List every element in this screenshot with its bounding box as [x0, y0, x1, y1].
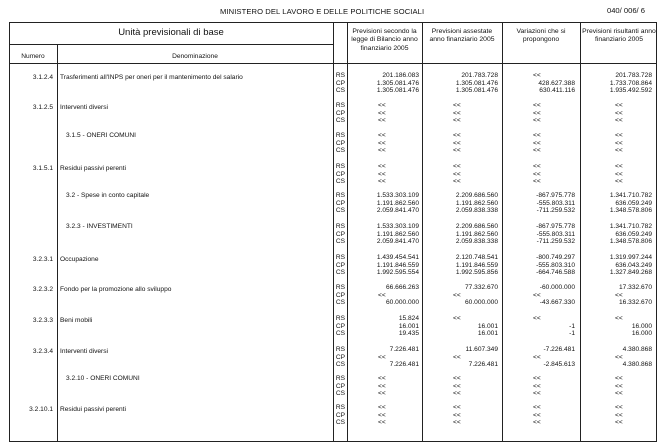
row-code: CS: [335, 238, 346, 245]
header-numero: Numero: [21, 53, 45, 60]
row-denominazione: Occupazione: [60, 256, 99, 263]
row-code: CP: [335, 291, 346, 299]
header-col1: Previsioni secondo la legge di Bilancio anno finanziario 2005: [351, 28, 418, 52]
page-number: 040/ 006/ 6: [606, 6, 645, 15]
row-code: CS: [335, 178, 346, 185]
amount-cell: <<: [378, 291, 386, 299]
amount-cell: 1.191.862.560: [376, 230, 419, 238]
amount-cell: <<: [453, 163, 461, 170]
amount-cell: 201.186.083: [382, 72, 419, 79]
amount-cell: -1: [569, 330, 575, 337]
row-code: CS: [335, 419, 346, 426]
amount-cell: <<: [378, 404, 386, 411]
amount-cell: <<: [615, 102, 623, 109]
amount-cell: <<: [533, 353, 541, 361]
amount-cell: 1.305.081.476: [376, 79, 419, 87]
amount-cell: 1.305.081.476: [455, 87, 498, 94]
amount-cell: 636.059.249: [615, 199, 652, 207]
amount-cell: -555.803.311: [536, 199, 575, 207]
amount-cell: 1.348.578.806: [609, 207, 652, 214]
amount-cell: <<: [378, 139, 386, 147]
row-number: 3.2.3.2: [32, 286, 53, 293]
row-code: CP: [335, 79, 346, 87]
row-code: RS: [335, 254, 346, 261]
amount-cell: <<: [378, 117, 386, 124]
row-number: 3.1.5.1: [32, 165, 53, 172]
amount-cell: -867.975.778: [536, 192, 575, 199]
row-denominazione: Trasferimenti all'INPS per oneri per il mantenimento del salario: [60, 74, 243, 81]
row-number: 3.1.2.5: [32, 104, 53, 111]
amount-cell: 77.332.670: [464, 284, 498, 291]
amount-cell: <<: [533, 315, 541, 322]
row-number: 3.2.10.1: [29, 406, 53, 413]
amount-cell: 15.824: [398, 315, 419, 322]
amount-cell: <<: [378, 382, 386, 390]
amount-cell: 19.435: [398, 330, 419, 337]
amount-cell: 2.059.838.338: [455, 207, 498, 214]
amount-cell: <<: [378, 375, 386, 382]
amount-cell: 1.341.710.782: [609, 192, 652, 199]
row-code: RS: [335, 346, 346, 353]
amount-cell: <<: [453, 170, 461, 178]
amount-cell: <<: [615, 109, 623, 117]
amount-cell: 16.332.670: [618, 299, 652, 306]
row-code: CP: [335, 353, 346, 361]
amount-cell: 7.226.481: [468, 361, 498, 368]
header-denominazione: Denominazione: [172, 53, 218, 60]
amount-cell: <<: [453, 291, 461, 299]
row-denominazione: Interventi diversi: [60, 104, 109, 111]
header-bottom: [9, 63, 657, 64]
amount-cell: <<: [453, 109, 461, 117]
row-code: CP: [335, 261, 346, 269]
amount-cell: <<: [533, 419, 541, 426]
header-divider: [9, 44, 333, 45]
amount-cell: 630.411.116: [539, 87, 575, 94]
amount-cell: 1.191.862.560: [376, 199, 419, 207]
amount-cell: 1.191.846.559: [376, 261, 419, 269]
amount-cell: 17.332.670: [618, 284, 652, 291]
amount-cell: <<: [453, 390, 461, 397]
amount-cell: -7.226.481: [543, 346, 575, 353]
amount-cell: -1: [569, 322, 575, 330]
row-code: CP: [335, 199, 346, 207]
amount-cell: <<: [615, 375, 623, 382]
row-code: RS: [335, 375, 346, 382]
amount-cell: 66.666.263: [385, 284, 419, 291]
row-code: CS: [335, 207, 346, 214]
header-col3: Variazioni che si propongono: [516, 28, 566, 44]
amount-cell: <<: [533, 147, 541, 154]
amount-cell: 11.607.349: [465, 346, 498, 353]
amount-cell: -2.845.613: [543, 361, 575, 368]
amount-cell: 4.380.868: [622, 346, 652, 353]
amount-cell: <<: [615, 404, 623, 411]
amount-cell: <<: [533, 170, 541, 178]
amount-cell: <<: [533, 178, 541, 185]
amount-cell: <<: [533, 109, 541, 117]
amount-cell: <<: [533, 102, 541, 109]
amount-cell: 2.059.841.470: [376, 207, 419, 214]
amount-cell: <<: [453, 139, 461, 147]
amount-cell: 2.209.686.560: [455, 223, 498, 230]
row-code: CP: [335, 382, 346, 390]
row-denominazione: Beni mobili: [60, 317, 93, 324]
amount-cell: <<: [533, 404, 541, 411]
row-code: CS: [335, 147, 346, 154]
amount-cell: <<: [615, 170, 623, 178]
row-code: CP: [335, 230, 346, 238]
amount-cell: 2.209.686.560: [455, 192, 498, 199]
amount-cell: <<: [615, 390, 623, 397]
row-code: CS: [335, 87, 346, 94]
amount-cell: <<: [533, 163, 541, 170]
amount-cell: 1.191.862.560: [455, 199, 498, 207]
row-code: RS: [335, 315, 346, 322]
row-code: RS: [335, 223, 346, 230]
amount-cell: 7.226.481: [389, 361, 419, 368]
amount-cell: <<: [453, 102, 461, 109]
amount-cell: 636.059.249: [615, 230, 652, 238]
amount-cell: 2.059.838.338: [455, 238, 498, 245]
page-title: MINISTERO DEL LAVORO E DELLE POLITICHE SOCIALI: [220, 7, 425, 16]
amount-cell: <<: [453, 178, 461, 185]
row-number: 3.2.3.1: [32, 256, 53, 263]
row-code: CP: [335, 170, 346, 178]
amount-cell: <<: [378, 411, 386, 419]
row-code: CS: [335, 390, 346, 397]
row-number: 3.2.3.3: [32, 317, 53, 324]
amount-cell: 1.533.303.109: [376, 192, 419, 199]
row-code: CS: [335, 361, 346, 368]
amount-cell: <<: [615, 382, 623, 390]
amount-cell: <<: [378, 390, 386, 397]
row-code: CS: [335, 299, 346, 306]
row-code: CP: [335, 139, 346, 147]
row-code: RS: [335, 404, 346, 411]
amount-cell: <<: [615, 291, 623, 299]
amount-cell: <<: [533, 382, 541, 390]
row-code: RS: [335, 192, 346, 199]
amount-cell: <<: [453, 411, 461, 419]
amount-cell: 2.059.841.470: [376, 238, 419, 245]
amount-cell: 2.120.748.541: [455, 254, 498, 261]
amount-cell: -800.749.297: [536, 254, 575, 261]
amount-cell: 1.348.578.806: [609, 238, 652, 245]
amount-cell: <<: [615, 132, 623, 139]
amount-cell: 636.043.249: [615, 261, 652, 269]
amount-cell: <<: [453, 132, 461, 139]
amount-cell: <<: [453, 382, 461, 390]
header-col4: Previsioni risultanti anno finanziario 2005: [582, 28, 656, 44]
amount-cell: 1.992.595.856: [455, 269, 498, 276]
amount-cell: <<: [615, 147, 623, 154]
amount-cell: <<: [378, 163, 386, 170]
amount-cell: <<: [378, 178, 386, 185]
amount-cell: <<: [615, 353, 623, 361]
row-code: CS: [335, 269, 346, 276]
amount-cell: <<: [378, 419, 386, 426]
row-code: CP: [335, 411, 346, 419]
row-code: CP: [335, 109, 346, 117]
amount-cell: <<: [453, 353, 461, 361]
amount-cell: 1.439.454.541: [376, 254, 419, 261]
amount-cell: <<: [615, 117, 623, 124]
row-code: RS: [335, 163, 346, 170]
amount-cell: <<: [615, 178, 623, 185]
amount-cell: 1.191.862.560: [455, 230, 498, 238]
amount-cell: <<: [378, 353, 386, 361]
amount-cell: 1.191.846.559: [455, 261, 498, 269]
row-denominazione: Fondo per la promozione allo sviluppo: [60, 286, 172, 293]
row-code: CP: [335, 322, 346, 330]
amount-cell: -60.000.000: [539, 284, 575, 291]
amount-cell: 16.000: [631, 330, 652, 337]
amount-cell: 201.783.728: [461, 72, 498, 79]
amount-cell: 16.001: [398, 322, 419, 330]
amount-cell: -555.803.311: [536, 230, 575, 238]
amount-cell: -867.975.778: [536, 223, 575, 230]
amount-cell: <<: [533, 117, 541, 124]
row-denominazione: Interventi diversi: [60, 348, 109, 355]
amount-cell: 1.305.081.476: [455, 79, 498, 87]
amount-cell: <<: [533, 72, 541, 79]
amount-cell: <<: [615, 419, 623, 426]
amount-cell: <<: [453, 404, 461, 411]
row-code: CS: [335, 117, 346, 124]
section-heading: 3.2 - Spese in conto capitale: [66, 192, 150, 199]
amount-cell: <<: [533, 411, 541, 419]
amount-cell: 16.001: [477, 330, 498, 337]
row-code: RS: [335, 284, 346, 291]
amount-cell: <<: [453, 315, 461, 322]
amount-cell: <<: [453, 375, 461, 382]
amount-cell: -664.746.588: [536, 269, 575, 276]
amount-cell: -555.803.310: [536, 261, 575, 269]
row-code: RS: [335, 72, 346, 79]
row-code: CS: [335, 330, 346, 337]
amount-cell: 1.341.710.782: [609, 223, 652, 230]
unit-title: Unità previsionali di base: [118, 27, 224, 38]
amount-cell: 16.001: [477, 322, 498, 330]
amount-cell: <<: [378, 147, 386, 154]
section-heading: 3.1.5 - ONERI COMUNI: [66, 132, 136, 139]
amount-cell: 1.305.081.476: [376, 87, 419, 94]
amount-cell: 1.327.849.268: [609, 269, 652, 276]
amount-cell: 1.733.708.864: [609, 79, 652, 87]
amount-cell: <<: [378, 170, 386, 178]
amount-cell: -711.259.532: [536, 238, 575, 245]
header-col2: Previsioni assestate anno finanziario 2005: [429, 28, 495, 44]
amount-cell: <<: [533, 132, 541, 139]
amount-cell: <<: [453, 117, 461, 124]
amount-cell: 7.226.481: [389, 346, 419, 353]
amount-cell: <<: [378, 109, 386, 117]
section-heading: 3.2.3 - INVESTIMENTI: [66, 223, 133, 230]
amount-cell: 4.380.868: [622, 361, 652, 368]
amount-cell: <<: [453, 419, 461, 426]
amount-cell: -711.259.532: [536, 207, 575, 214]
amount-cell: 1.992.595.554: [376, 269, 419, 276]
amount-cell: <<: [378, 132, 386, 139]
section-heading: 3.2.10 - ONERI COMUNI: [66, 375, 140, 382]
amount-cell: 1.319.997.244: [609, 254, 652, 261]
amount-cell: <<: [615, 411, 623, 419]
amount-cell: <<: [615, 139, 623, 147]
amount-cell: 1.533.303.109: [376, 223, 419, 230]
amount-cell: 428.627.388: [538, 79, 575, 87]
row-code: RS: [335, 132, 346, 139]
amount-cell: 201.783.728: [615, 72, 652, 79]
row-denominazione: Residui passivi perenti: [60, 406, 126, 413]
amount-cell: 1.935.492.592: [609, 87, 652, 94]
row-number: 3.1.2.4: [32, 74, 53, 81]
amount-cell: 60.000.000: [385, 299, 419, 306]
amount-cell: <<: [615, 163, 623, 170]
col-divider-numero: [57, 44, 58, 442]
amount-cell: <<: [615, 315, 623, 322]
amount-cell: <<: [453, 147, 461, 154]
amount-cell: 16.000: [631, 322, 652, 330]
row-number: 3.2.3.4: [32, 348, 53, 355]
amount-cell: 60.000.000: [464, 299, 498, 306]
amount-cell: <<: [533, 390, 541, 397]
amount-cell: <<: [533, 375, 541, 382]
row-denominazione: Residui passivi perenti: [60, 165, 126, 172]
amount-cell: <<: [533, 291, 541, 299]
row-code: RS: [335, 102, 346, 109]
amount-cell: <<: [378, 102, 386, 109]
amount-cell: <<: [533, 139, 541, 147]
amount-cell: -43.667.330: [539, 299, 575, 306]
